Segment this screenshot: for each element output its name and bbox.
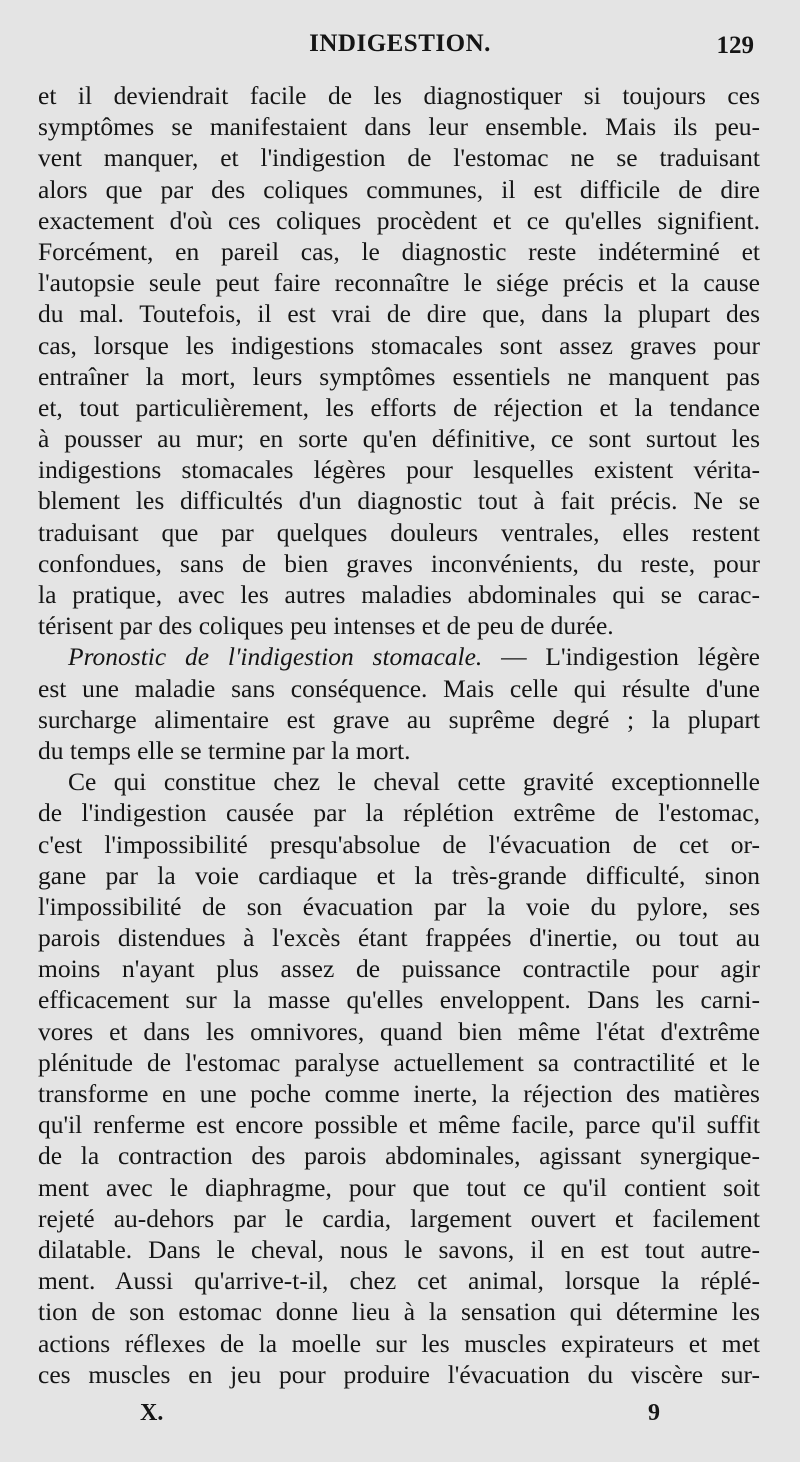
text-line: indigestions stomacales légères pour lesquelles existent vérita- bbox=[38, 455, 760, 485]
text-line: traduisant que par quelques douleurs ventrales, elles restent bbox=[38, 517, 760, 547]
text-line: alors que par des coliques communes, il est difficile de dire bbox=[38, 174, 760, 204]
text-line: ment avec le diaphragme, pour que tout ce qu'il contient soit bbox=[38, 1172, 760, 1202]
text-line: qu'il renferme est encore possible et même facile, parce qu'il suffit bbox=[38, 1110, 760, 1140]
text-line: la pratique, avec les autres maladies abdominales qui se carac- bbox=[38, 580, 760, 609]
text-line: exactement d'où ces coliques procèdent et ce qu'elles signifient. bbox=[38, 205, 760, 235]
body-text bbox=[38, 80, 760, 1390]
text-line: parois distendues à l'excès étant frappées d'inertie, ou tout au bbox=[38, 923, 760, 953]
text-line: dilatable. Dans le cheval, nous le savons, il en est tout autre- bbox=[38, 1234, 760, 1264]
text-line: l'autopsie seule peut faire reconnaître le siége précis et la cause bbox=[38, 268, 760, 298]
text-line: ces muscles en jeu pour produire l'évacuation du viscère sur- bbox=[38, 1359, 760, 1389]
text-line: plénitude de l'estomac paralyse actuellement sa contractilité et le bbox=[38, 1047, 760, 1077]
text-line: ment. Aussi qu'arrive-t-il, chez cet animal, lorsque la réplé- bbox=[38, 1266, 760, 1296]
text-line: efficacement sur la masse qu'elles enveloppent. Dans les carni- bbox=[38, 985, 760, 1015]
text-line: du temps elle se termine par la mort. bbox=[38, 735, 411, 765]
text-line: symptômes se manifestaient dans leur ensemble. Mais ils peu- bbox=[38, 112, 760, 142]
text-line: blement les difficultés d'un diagnostic tout à fait précis. Ne se bbox=[38, 486, 760, 516]
text-line: actions réflexes de la moelle sur les muscles expirateurs et met bbox=[38, 1328, 760, 1358]
text-line: vent manquer, et l'indigestion de l'estomac ne se traduisant bbox=[38, 143, 760, 173]
text-line: à pousser au mur; en sorte qu'en définitive, ce sont surtout les bbox=[38, 424, 760, 454]
signature-mark: X. bbox=[140, 1400, 164, 1426]
sheet-number: 9 bbox=[648, 1400, 660, 1426]
text-line: tion de son estomac donne lieu à la sensation qui détermine les bbox=[38, 1297, 760, 1327]
text-line: cas, lorsque les indigestions stomacales sont assez graves pour bbox=[38, 330, 760, 360]
page-footer bbox=[0, 1400, 800, 1434]
page-number: 129 bbox=[716, 32, 754, 59]
text-line: gane par la voie cardiaque et la très-grande difficulté, sinon bbox=[38, 860, 760, 890]
section-heading: Pronostic de l'indigestion stomacale. bbox=[68, 642, 483, 672]
text-line: Ce qui constitue chez le cheval cette gravité exceptionnelle bbox=[68, 767, 760, 797]
text-line: du mal. Toutefois, il est vrai de dire que, dans la plupart des bbox=[38, 299, 760, 329]
text-line: surcharge alimentaire est grave au suprême degré ; la plupart bbox=[38, 704, 760, 734]
text-line: entraîner la mort, leurs symptômes essentiels ne manquent pas bbox=[38, 361, 760, 391]
text-line: rejeté au-dehors par le cardia, largement ouvert et facilement bbox=[38, 1203, 760, 1233]
text-line: moins n'ayant plus assez de puissance contractile pour agir bbox=[38, 954, 760, 984]
paragraph-start-line bbox=[38, 641, 760, 672]
text-line: confondues, sans de bien graves inconvénients, du reste, pour bbox=[38, 548, 760, 578]
running-head bbox=[0, 30, 800, 64]
text-line: Forcément, en pareil cas, le diagnostic reste indéterminé et bbox=[38, 236, 760, 266]
page-title: INDIGESTION. bbox=[309, 30, 491, 57]
text-line: l'impossibilité de son évacuation par la voie du pylore, ses bbox=[38, 891, 760, 921]
text-line: transforme en une poche comme inerte, la réjection des matières bbox=[38, 1079, 760, 1108]
text-line: — L'indigestion légère bbox=[501, 642, 760, 672]
text-line: vores et dans les omnivores, quand bien même l'état d'extrême bbox=[38, 1016, 760, 1046]
text-line: et, tout particulièrement, les efforts de réjection et la tendance bbox=[38, 392, 760, 422]
text-line: térisent par des coliques peu intenses et de peu de durée. bbox=[38, 611, 614, 641]
text-line: est une maladie sans conséquence. Mais celle qui résulte d'une bbox=[38, 673, 760, 703]
text-line: et il deviendrait facile de les diagnostiquer si toujours ces bbox=[38, 81, 760, 110]
text-line: c'est l'impossibilité presqu'absolue de l'évacuation de cet or- bbox=[38, 829, 760, 859]
text-line: de l'indigestion causée par la réplétion extrême de l'estomac, bbox=[38, 798, 760, 828]
text-line: de la contraction des parois abdominales, agissant synergique- bbox=[38, 1141, 760, 1171]
